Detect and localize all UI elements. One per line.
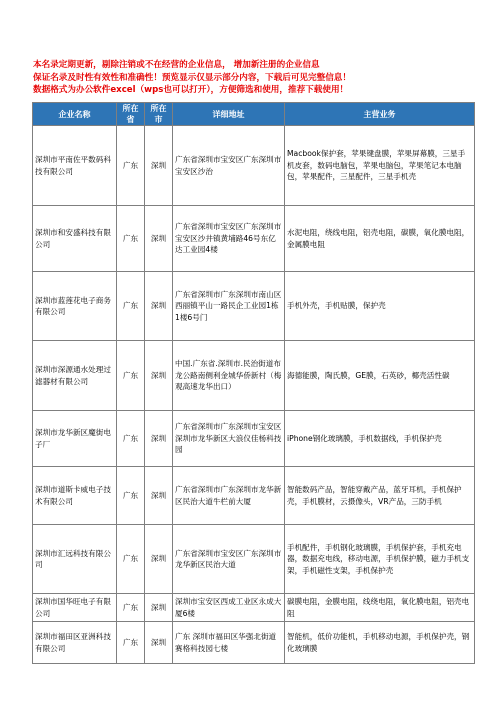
- col-business: 主营业务: [285, 103, 475, 126]
- notice-line-2: 保证名录及时性有效性和准确性！预览显示仅显示部分内容，下载后可见完整信息！: [33, 72, 351, 83]
- col-address: 详细地址: [173, 103, 285, 126]
- company-name: 深圳市国华旺电子有限公司: [33, 594, 117, 622]
- business: 碳膜电阻，金膜电阻，线绕电阻，氧化膜电阻，铝壳电阻: [285, 594, 475, 622]
- city: 深圳: [145, 341, 173, 411]
- address: 广东省深圳市宝安区广东深圳市龙华新区民治大道: [173, 525, 285, 594]
- address: 广东 深圳市福田区华强北街道赛格科技园七楼: [173, 622, 285, 664]
- company-name: 深圳市和安盛科技有限公司: [33, 206, 117, 272]
- city: 深圳: [145, 411, 173, 467]
- table-row: [33, 525, 475, 594]
- table-row: [33, 272, 475, 341]
- city: 深圳: [145, 525, 173, 594]
- province: 广东: [117, 126, 145, 206]
- business: Macbook保护套，苹果键盘膜，苹果屏幕膜，三星手机皮套，数码电脑包，苹果电脑包，苹果笔记本电脑包，苹果配件，三星配件，三星手机壳: [285, 126, 475, 206]
- notice-line-1: 本名录定期更新，剔除注销或不在经营的企业信息， 增加新注册的企业信息: [33, 60, 320, 70]
- province: 广东: [117, 272, 145, 341]
- province: 广东: [117, 622, 145, 664]
- table-row: [33, 467, 475, 525]
- business: 手机配件，手机钢化玻璃膜，手机保护套，手机充电器，数据充电线，移动电源，手机保护膜，磁力手机支架，手机磁性支架，手机保护壳: [285, 525, 475, 594]
- table-header: [33, 103, 475, 126]
- address: 广东省深圳市广东深圳市龙华新区民治大道牛栏前大厦: [173, 467, 285, 525]
- company-table: [32, 102, 475, 664]
- business: 水泥电阻，绕线电阻，铝壳电阻，碳膜，氧化膜电阻，金属膜电阻: [285, 206, 475, 272]
- province: 广东: [117, 206, 145, 272]
- business: iPhone钢化玻璃膜，手机数据线，手机保护壳: [285, 411, 475, 467]
- address: 广东省深圳市宝安区广东深圳市宝安区沙井镇黄埔路46号东亿达工业园4楼: [173, 206, 285, 272]
- notice-block: [33, 59, 473, 97]
- col-city: 所在市: [145, 103, 173, 126]
- city: 深圳: [145, 126, 173, 206]
- company-name: 深圳市深源通水处理过滤器材有限公司: [33, 341, 117, 411]
- address: 中国.广东省.深圳市.民治街道布龙公路南侧利金城华侨新村（梅观高速龙华出口）: [173, 341, 285, 411]
- table-row: [33, 622, 475, 664]
- address: 广东省深圳市广东深圳市南山区 西丽镇平山一路民企工业园1栋1楼6号门: [173, 272, 285, 341]
- province: 广东: [117, 525, 145, 594]
- table-row: [33, 341, 475, 411]
- col-province: 所在省: [117, 103, 145, 126]
- address: 广东省深圳市宝安区广东深圳市宝安区沙治: [173, 126, 285, 206]
- province: 广东: [117, 411, 145, 467]
- company-name: 深圳市道斯卡威电子技术有限公司: [33, 467, 117, 525]
- company-name: 深圳市汇远科技有限公司: [33, 525, 117, 594]
- business: 智能机，低价功能机，手机移动电源，手机保护壳，钢化玻璃膜: [285, 622, 475, 664]
- table-row: [33, 411, 475, 467]
- table-row: [33, 206, 475, 272]
- company-name: 深圳市龙华新区魔街电子厂: [33, 411, 117, 467]
- city: 深圳: [145, 622, 173, 664]
- company-name: 深圳市蓝莲花电子商务有限公司: [33, 272, 117, 341]
- notice-line-3: 数据格式为办公软件excel（wps也可以打开），方便筛选和使用，推荐下载使用！: [33, 85, 349, 96]
- address: 广东省深圳市广东深圳市宝安区深圳市龙华新区大浪仪佳杨科技园: [173, 411, 285, 467]
- table-row: [33, 594, 475, 622]
- province: 广东: [117, 467, 145, 525]
- col-company-name: 企业名称: [33, 103, 117, 126]
- city: 深圳: [145, 272, 173, 341]
- address: 深圳市宝安区西成工业区永成大厦6楼: [173, 594, 285, 622]
- company-name: 深圳市福田区亚洲科技有限公司: [33, 622, 117, 664]
- business: 手机外壳，手机贴膜，保护壳: [285, 272, 475, 341]
- province: 广东: [117, 341, 145, 411]
- city: 深圳: [145, 594, 173, 622]
- company-name: 深圳市平南佐平数码科技有限公司: [33, 126, 117, 206]
- table-row: [33, 126, 475, 206]
- business: 海德能膜，陶氏膜，GE膜，石英砂，椰壳活性碳: [285, 341, 475, 411]
- city: 深圳: [145, 206, 173, 272]
- city: 深圳: [145, 467, 173, 525]
- business: 智能数码产品，智能穿戴产品，蓝牙耳机，手机保护壳，手机膜材，云摄像头，VR产品，三防手机: [285, 467, 475, 525]
- province: 广东: [117, 594, 145, 622]
